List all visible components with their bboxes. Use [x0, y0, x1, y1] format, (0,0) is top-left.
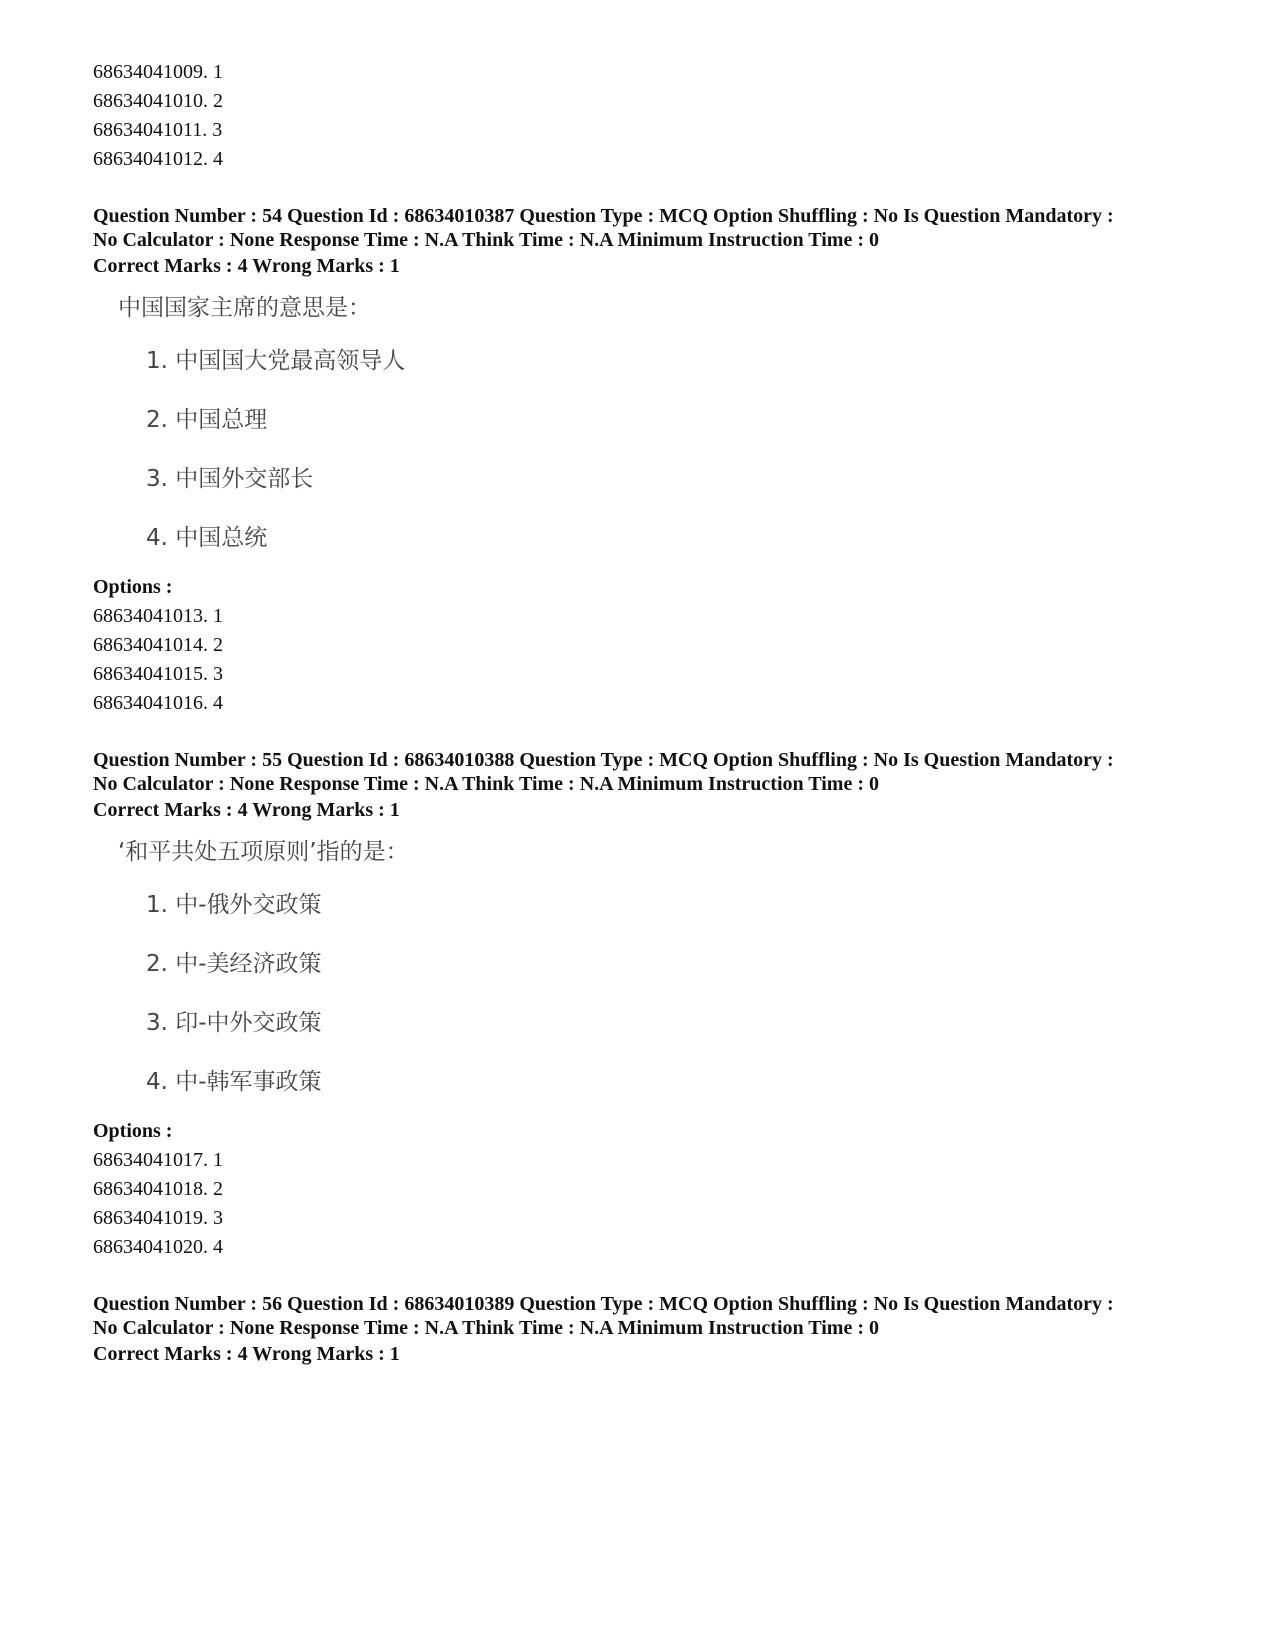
question-choice: 2. 中-美经济政策	[146, 951, 322, 977]
question-choice: 3. 印-中外交政策	[146, 1010, 322, 1036]
option-item: 68634041009. 1	[93, 61, 223, 83]
question-meta-line: Question Number : 54 Question Id : 68634010387 Question Type : MCQ Option Shuffling : No Is Question Mandatory :	[93, 205, 1114, 227]
option-item: 68634041013. 1	[93, 605, 223, 627]
question-meta-line: Question Number : 55 Question Id : 68634010388 Question Type : MCQ Option Shuffling : No Is Question Mandatory :	[93, 749, 1114, 771]
question-marks: Correct Marks : 4 Wrong Marks : 1	[93, 255, 400, 277]
question-choice: 4. 中国总统	[146, 525, 268, 551]
option-item: 68634041014. 2	[93, 634, 223, 656]
option-item: 68634041015. 3	[93, 663, 223, 685]
options-label: Options :	[93, 576, 173, 598]
option-item: 68634041011. 3	[93, 119, 223, 141]
document-page	[93, 58, 1213, 1369]
question-choice: 1. 中-俄外交政策	[146, 892, 322, 918]
question-block	[93, 1292, 1213, 1369]
question-header	[93, 1292, 1213, 1369]
option-item: 68634041020. 4	[93, 1236, 223, 1258]
question-meta-line: No Calculator : None Response Time : N.A Think Time : N.A Minimum Instruction Time : 0	[93, 773, 879, 795]
option-item: 68634041017. 1	[93, 1149, 223, 1171]
question-content	[118, 837, 1213, 1097]
question-marks: Correct Marks : 4 Wrong Marks : 1	[93, 1343, 400, 1365]
question-stem: 中国国家主席的意思是：	[118, 295, 371, 321]
question-choice: 1. 中国国大党最高领导人	[146, 348, 406, 374]
options-label: Options :	[93, 1120, 173, 1142]
question-block	[93, 748, 1213, 1262]
question-meta-line: No Calculator : None Response Time : N.A Think Time : N.A Minimum Instruction Time : 0	[93, 1317, 879, 1339]
question-marks: Correct Marks : 4 Wrong Marks : 1	[93, 799, 400, 821]
question-meta-line: No Calculator : None Response Time : N.A Think Time : N.A Minimum Instruction Time : 0	[93, 229, 879, 251]
question-choice: 4. 中-韩军事政策	[146, 1069, 322, 1095]
question-header	[93, 204, 1213, 281]
question-choice: 3. 中国外交部长	[146, 466, 314, 492]
question-meta-line: Question Number : 56 Question Id : 68634010389 Question Type : MCQ Option Shuffling : No Is Question Mandatory :	[93, 1293, 1114, 1315]
question-header	[93, 748, 1213, 825]
question-content	[118, 293, 1213, 553]
options-list	[93, 58, 1213, 174]
option-item: 68634041016. 4	[93, 692, 223, 714]
question-stem: ‘和平共处五项原则’指的是：	[118, 839, 409, 865]
question-block	[93, 204, 1213, 718]
option-item: 68634041012. 4	[93, 148, 223, 170]
option-item: 68634041019. 3	[93, 1207, 223, 1229]
option-item: 68634041018. 2	[93, 1178, 223, 1200]
question-choice: 2. 中国总理	[146, 407, 268, 433]
options-list	[93, 602, 1213, 718]
options-list	[93, 1146, 1213, 1262]
option-item: 68634041010. 2	[93, 90, 223, 112]
